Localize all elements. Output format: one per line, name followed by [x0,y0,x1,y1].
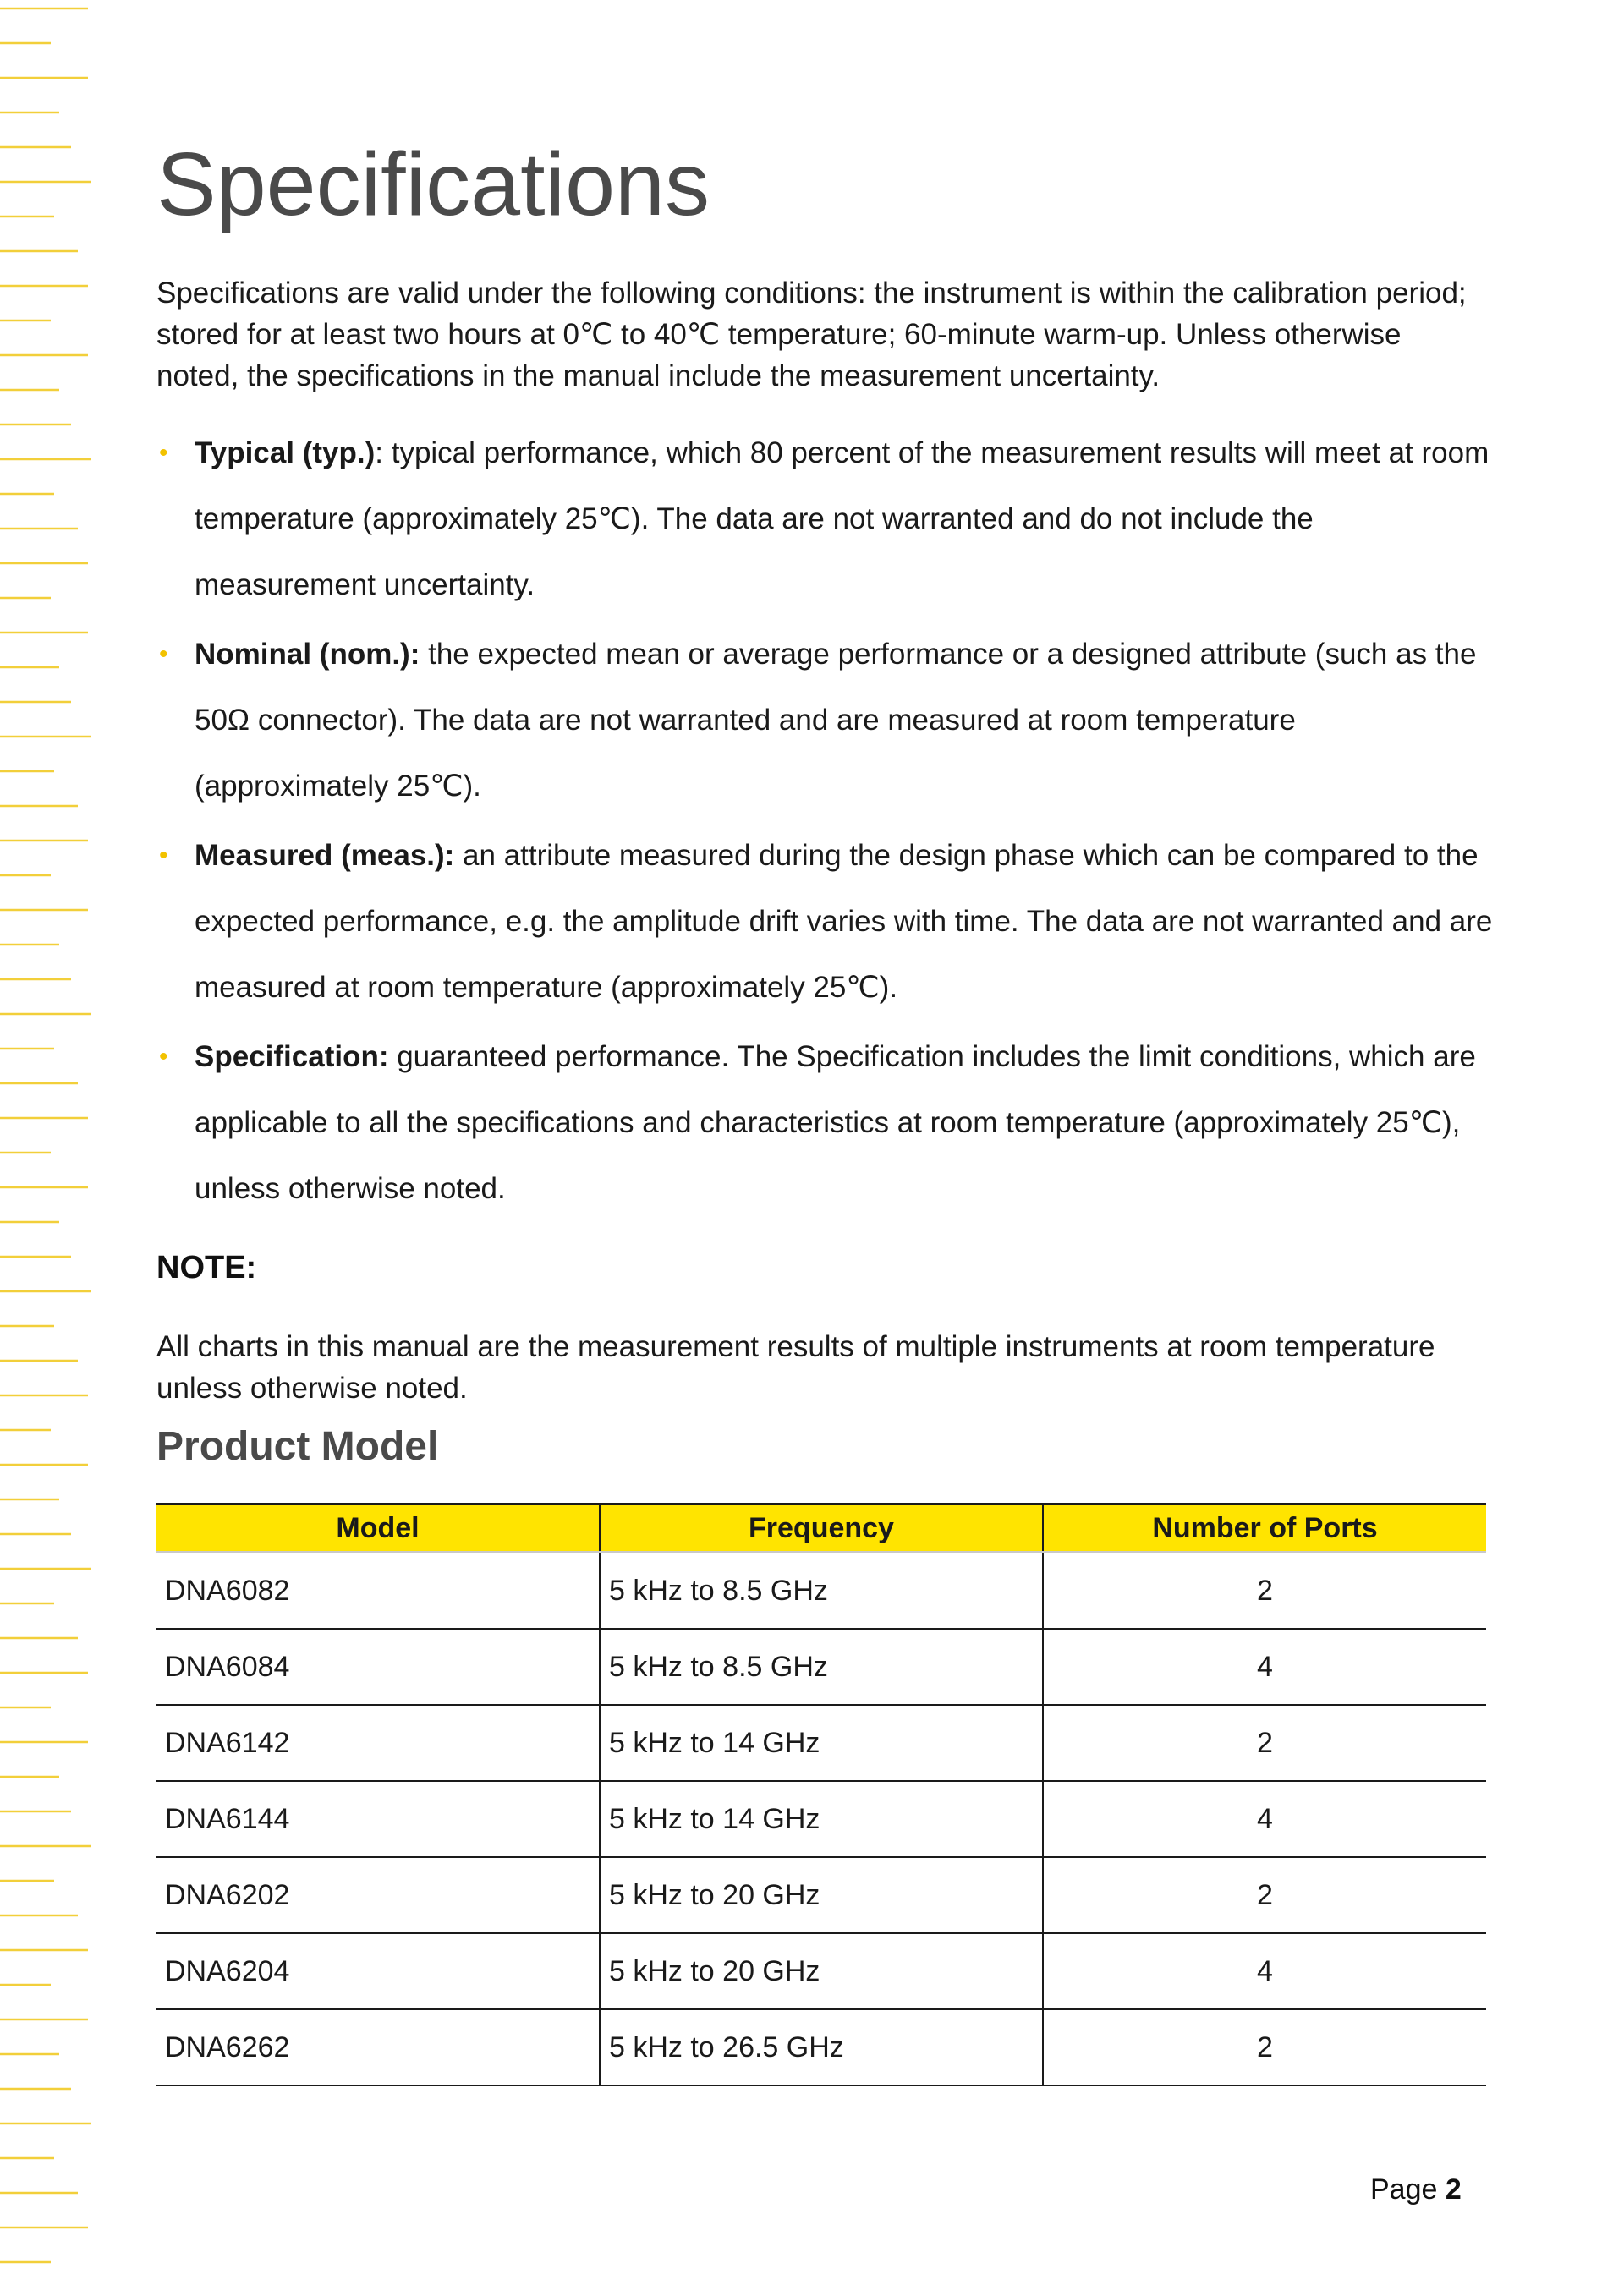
cell-frequency: 5 kHz to 20 GHz [600,1857,1043,1933]
bullet-icon: • [159,439,168,467]
cell-ports: 2 [1043,2009,1486,2085]
page-number [1370,2173,1462,2206]
cell-model: DNA6142 [156,1705,600,1781]
column-header-frequency: Frequency [600,1504,1043,1553]
definition-text: an attribute measured during the design phase which can be compared to the expected performance, e.g. the amplitude drift varies with time. The data are not warranted and are measured at room temperature (approximately 25℃). [195,839,1493,1004]
table-row [156,1553,1486,1630]
definition-text: the expected mean or average performance or a designed attribute (such as the 50Ω connector). The data are not warranted and are measured at room temperature (approximately 25℃). [195,638,1477,803]
definition-term: Nominal (nom.): [195,638,420,671]
definition-text: : typical performance, which 80 percent of the measurement results will meet at room temperature (approximately 25℃). The data are not warranted and do not include the measurement uncertainty. [195,436,1490,601]
page-label: Page [1370,2173,1438,2206]
page-title: Specifications [156,134,710,234]
cell-ports: 4 [1043,1933,1486,2009]
bullet-icon: • [159,640,168,668]
page-number-value: 2 [1445,2173,1462,2206]
note-text: All charts in this manual are the measurement results of multiple instruments at room temperature unless otherwise noted. [156,1330,1435,1405]
definition-term: Measured (meas.): [195,839,455,872]
cell-ports: 2 [1043,1705,1486,1781]
definition-text: guaranteed performance. The Specification includes the limit conditions, which are applicable to all the specifications and characteristics at room temperature (approximately 25℃), unless otherwise noted. [195,1040,1476,1205]
column-header-model: Model [156,1504,600,1553]
cell-ports: 2 [1043,1857,1486,1933]
cell-ports: 2 [1043,1553,1486,1630]
definition-term: Typical (typ.) [195,436,376,469]
table-header-row [156,1504,1486,1553]
cell-model: DNA6144 [156,1781,600,1857]
cell-frequency: 5 kHz to 20 GHz [600,1933,1043,2009]
cell-model: DNA6082 [156,1553,600,1630]
note-heading: NOTE: [156,1250,257,1285]
bullet-icon: • [159,1043,168,1071]
table-row [156,2009,1486,2085]
definition-typical [156,420,1493,618]
cell-model: DNA6262 [156,2009,600,2085]
table-row [156,1629,1486,1705]
definition-term: Specification: [195,1040,389,1073]
cell-model: DNA6084 [156,1629,600,1705]
cell-ports: 4 [1043,1781,1486,1857]
margin-decoration-lines [0,0,97,2296]
table-row [156,1705,1486,1781]
definitions-list [156,420,1493,1225]
table-row [156,1781,1486,1857]
cell-frequency: 5 kHz to 8.5 GHz [600,1553,1043,1630]
column-header-ports: Number of Ports [1043,1504,1486,1553]
product-model-table [156,1503,1486,2086]
cell-frequency: 5 kHz to 14 GHz [600,1781,1043,1857]
definition-nominal [156,622,1493,819]
cell-model: DNA6202 [156,1857,600,1933]
cell-frequency: 5 kHz to 26.5 GHz [600,2009,1043,2085]
definition-specification [156,1024,1493,1222]
table-row [156,1857,1486,1933]
intro-paragraph: Specifications are valid under the following conditions: the instrument is within the calibration period; stored for at least two hours at 0℃ to 40℃ temperature; 60-minute warm-up. Unless otherwise noted, the specifications in the manual include the measurement uncertainty. [156,277,1467,392]
definition-measured [156,823,1493,1021]
cell-frequency: 5 kHz to 14 GHz [600,1705,1043,1781]
cell-frequency: 5 kHz to 8.5 GHz [600,1629,1043,1705]
product-model-title: Product Model [156,1424,439,1469]
cell-ports: 4 [1043,1629,1486,1705]
bullet-icon: • [159,841,168,869]
cell-model: DNA6204 [156,1933,600,2009]
table-row [156,1933,1486,2009]
